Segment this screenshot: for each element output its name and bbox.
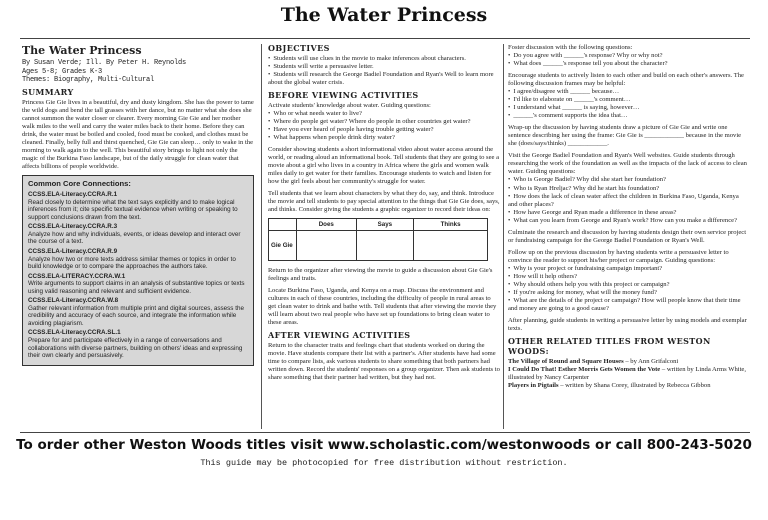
list-item: • Where do people get water? Where do people in other countries get water?: [268, 118, 500, 126]
related-title: The Village of Round and Square Houses: [508, 357, 624, 365]
after-paragraph-1: Return to the character traits and feelings chart that students worked on during the movie. Have students compare their list with a partner's. After students have had some time to compare lists, ask various students to share something that both partners had written down. Record the students' responses on a group organizer. Then ask students to share something that their partner had written, but they had not.: [268, 342, 500, 382]
related-credit: – written by Shana Corey, illustrated by Rebecca Gibbon: [558, 381, 711, 389]
before-viewing-heading: BEFORE VIEWING ACTIVITIES: [268, 89, 419, 100]
visit-questions-list: [508, 176, 748, 224]
cc-code: CCSS.ELA-Literacy.CCRA.R.3: [28, 223, 118, 231]
footer-divider: [20, 432, 750, 433]
after-viewing-heading: AFTER VIEWING ACTIVITIES: [268, 330, 411, 341]
table-header: Does: [297, 219, 357, 231]
related-credit: – by Ann Grifalconi: [623, 357, 679, 365]
cc-text: Prepare for and participate effectively in a range of conversations and collaborations with diverse partners, building on others' ideas and expressing their own clearly and persuasively.: [28, 336, 243, 360]
cc-text: Analyze how and why individuals, events, or ideas develop and interact over the course of a text.: [28, 230, 241, 246]
list-item: • How does the lack of clean water affect the children in Burkina Faso, Uganda, Kenya and other places?: [508, 193, 748, 209]
list-item: • What does ______'s response tell you about the character?: [508, 60, 748, 68]
left-column: [22, 44, 254, 366]
related-titles-heading: OTHER RELATED TITLES FROM WESTON WOODS:: [508, 336, 711, 356]
list-item: • What can you learn from George and Ryan's work? How can you make a difference?: [508, 217, 748, 225]
title-divider: [20, 38, 750, 39]
related-title: Players in Pigtails: [508, 381, 559, 389]
visit-intro: Visit the George Badiel Foundation and Ryan's Well websites. Guide students through researching the work of the foundation as well as the impacts of the lack of access to clean water. Guiding questions:: [508, 152, 747, 176]
foster-intro: Foster discussion with the following questions:: [508, 44, 633, 51]
page-title: The Water Princess: [280, 4, 488, 26]
list-item: • How will it help others?: [508, 273, 748, 281]
list-item: • What are the details of the project or campaign? How will people know that their time and money are going to a good cause?: [508, 297, 748, 313]
list-item: [508, 382, 748, 390]
cc-text: Write arguments to support claims in an analysis of substantive topics or texts using valid reasoning and relevant and sufficient evidence.: [28, 280, 245, 295]
objectives-list: [268, 55, 500, 87]
list-item: [508, 358, 748, 366]
summary-heading: SUMMARY: [22, 87, 74, 97]
book-title: The Water Princess: [22, 44, 142, 57]
discussion-frames-list: [508, 88, 748, 120]
encourage-intro: Encourage students to actively listen to each other and build on each other's answers. The following discussion frames may be helpful:: [508, 72, 744, 88]
list-item: • Why is your project or fundraising campaign important?: [508, 265, 748, 273]
common-core-heading: Common Core Connections:: [28, 179, 131, 189]
table-header: Thinks: [414, 219, 488, 231]
list-item: • Who is Ryan Hreljac? Why did he start his foundation?: [508, 185, 748, 193]
copy-notice: This guide may be photocopied for free distribution without restriction.: [200, 458, 568, 468]
cc-code: CCSS.ELA-Literacy.CCRA.R.9: [28, 247, 118, 255]
list-item: • Why should others help you with this project or campaign?: [508, 281, 748, 289]
column-divider-right: [503, 44, 504, 429]
cc-text: Read closely to determine what the text says explicitly and to make logical inferences from it; cite specific textual evidence when writing or speaking to support conclusions drawn from the text.: [28, 198, 238, 221]
list-item: • Who is George Badiel? Why did she start her foundation?: [508, 176, 748, 184]
column-divider-left: [261, 44, 262, 429]
list-item: • How have George and Ryan made a difference in these areas?: [508, 209, 748, 217]
table-header: [269, 219, 297, 231]
list-item: • If you're asking for money, what will the money fund?: [508, 289, 748, 297]
list-item: • What happens when people drink dirty water?: [268, 134, 500, 142]
list-item: • ______'s comment supports the idea that…: [508, 112, 748, 120]
list-item: • Do you agree with ______'s response? Why or why not?: [508, 52, 748, 60]
table-header: Says: [356, 219, 414, 231]
objectives-heading: OBJECTIVES: [268, 44, 330, 53]
before-paragraph-1: Consider showing students a short informational video about water access around the world, or reading aloud an informational book. Tell students that they are going to see a movie about a girl who lives in a country in Africa where the girls and women walk miles daily to get water for their families. Encourage students to watch and listen for how the girl feels about her community's struggle for water.: [268, 145, 500, 185]
list-item: • I'd like to elaborate on ______'s comment…: [508, 96, 748, 104]
cc-code: CCSS.ELA-Literacy.CCRA.W.8: [28, 297, 119, 305]
graphic-organizer-table: [268, 218, 488, 261]
after-planning-paragraph: After planning, guide students in writing a persuasive letter by using models and exemplar texts.: [508, 316, 747, 332]
cc-text: Analyze how two or more texts address similar themes or topics in order to build knowledge or to compare the approaches the authors take.: [28, 255, 236, 271]
before-intro: Activate students' knowledge about water. Guiding questions:: [268, 101, 431, 109]
middle-column: [268, 44, 500, 386]
foster-questions-list: [508, 52, 748, 68]
list-item: • Who or what needs water to live?: [268, 110, 500, 118]
common-core-box: [22, 175, 254, 366]
wrapup-paragraph: Wrap-up the discussion by having students draw a picture of Gie Gie and write one sentence describing her using the frame: Gie Gie is ____________ because in the movie she (does/says/thinks) ____________.: [508, 124, 742, 148]
right-column: [508, 44, 748, 390]
after-table-paragraph-2: Locate Burkina Faso, Uganda, and Kenya on a map. Discuss the environment and cultures in each of these countries, including the difficulty of people in rural areas to get clean water to drink and bathe with. Tell students that after viewing the movie they will learn about two real people who have set up foundations to bring clean water to these areas.: [268, 287, 497, 327]
list-item: • Students will research the George Badiel Foundation and Ryan's Well to learn more about the global water crisis.: [268, 71, 500, 87]
list-item: • Have you ever heard of people having trouble getting water?: [268, 126, 500, 134]
culminate-paragraph: Culminate the research and discussion by having students design their own service project or fundraising campaign for the George Badiel Foundation or Ryan's Well.: [508, 228, 747, 244]
related-credit: – written by Linda Arms White, illustrated by Nancy Carpenter: [508, 365, 746, 381]
summary-text: Princess Gie Gie lives in a beautiful, dry and dusty kingdom. She has the power to tame the wild dogs and bend the tall grasses with her dance, but no matter what she does she cannot summon the water closer or clearer. Every morning Gie Gie and her mother walk miles to the well and carry the water miles back to their home. Before they can drink, the water must be boiled and cooled, food must be cooked, and clothes must be cleaned. Finally, belly full and thirst quenched, Gie Gie can sleep… only to wake in the morning to walk again to the well. This beautiful story brings to light not only the magic of the Burkina Faso landscape, but of the daily struggle for clean water that affects billions of people worldwide.: [22, 98, 254, 170]
related-title: I Could Do That! Esther Morris Gets Women the Vote: [508, 365, 661, 373]
list-item: • Students will write a persuasive letter.: [268, 63, 500, 71]
before-questions-list: [268, 110, 500, 142]
list-item: • I understand what ______ is saying, however…: [508, 104, 748, 112]
table-cell[interactable]: [297, 231, 357, 261]
follow-questions-list: [508, 265, 748, 313]
table-cell[interactable]: [414, 231, 488, 261]
order-info: To order other Weston Woods titles visit www.scholastic.com/westonwoods or call 800-243-5020: [16, 437, 752, 453]
list-item: • Students will use clues in the movie to make inferences about characters.: [268, 55, 500, 63]
follow-intro: Follow up on the previous discussion by having students write a persuasive letter to convince the reader to support his/her project or campaign. Guiding questions:: [508, 248, 729, 264]
table-row-label: Gie Gie: [269, 231, 297, 261]
book-themes: Themes: Biography, Multi-Cultural: [22, 76, 155, 85]
cc-code: CCSS.ELA-Literacy.CCRA.SL.1: [28, 329, 121, 337]
after-table-paragraph-1: Return to the organizer after viewing the movie to guide a discussion about Gie Gie's feelings and traits.: [268, 267, 493, 283]
list-item: • I agree/disagree with ______ because…: [508, 88, 748, 96]
book-ages: Ages 5-8; Grades K-3: [22, 67, 103, 76]
related-titles-list: [508, 358, 748, 390]
list-item: [508, 366, 748, 382]
cc-text: Gather relevant information from multiple print and digital sources, assess the credibility and accuracy of each source, and integrate the information while avoiding plagiarism.: [28, 304, 244, 327]
book-author: By Susan Verde; Ill. By Peter H. Reynolds: [22, 59, 187, 68]
before-paragraph-2: Tell students that we learn about characters by what they do, say, and think. Introduce the movie and tell students to pay special attention to the things that Gie Gie does, says, and thinks. Consider giving the students a graphic organizer to record their ideas on:: [268, 189, 500, 213]
cc-code: CCSS.ELA-Literacy.CCRA.R.1: [28, 191, 118, 199]
cc-code: CCSS.ELA-LITERACY.CCRA.W.1: [28, 272, 126, 280]
table-cell[interactable]: [356, 231, 414, 261]
